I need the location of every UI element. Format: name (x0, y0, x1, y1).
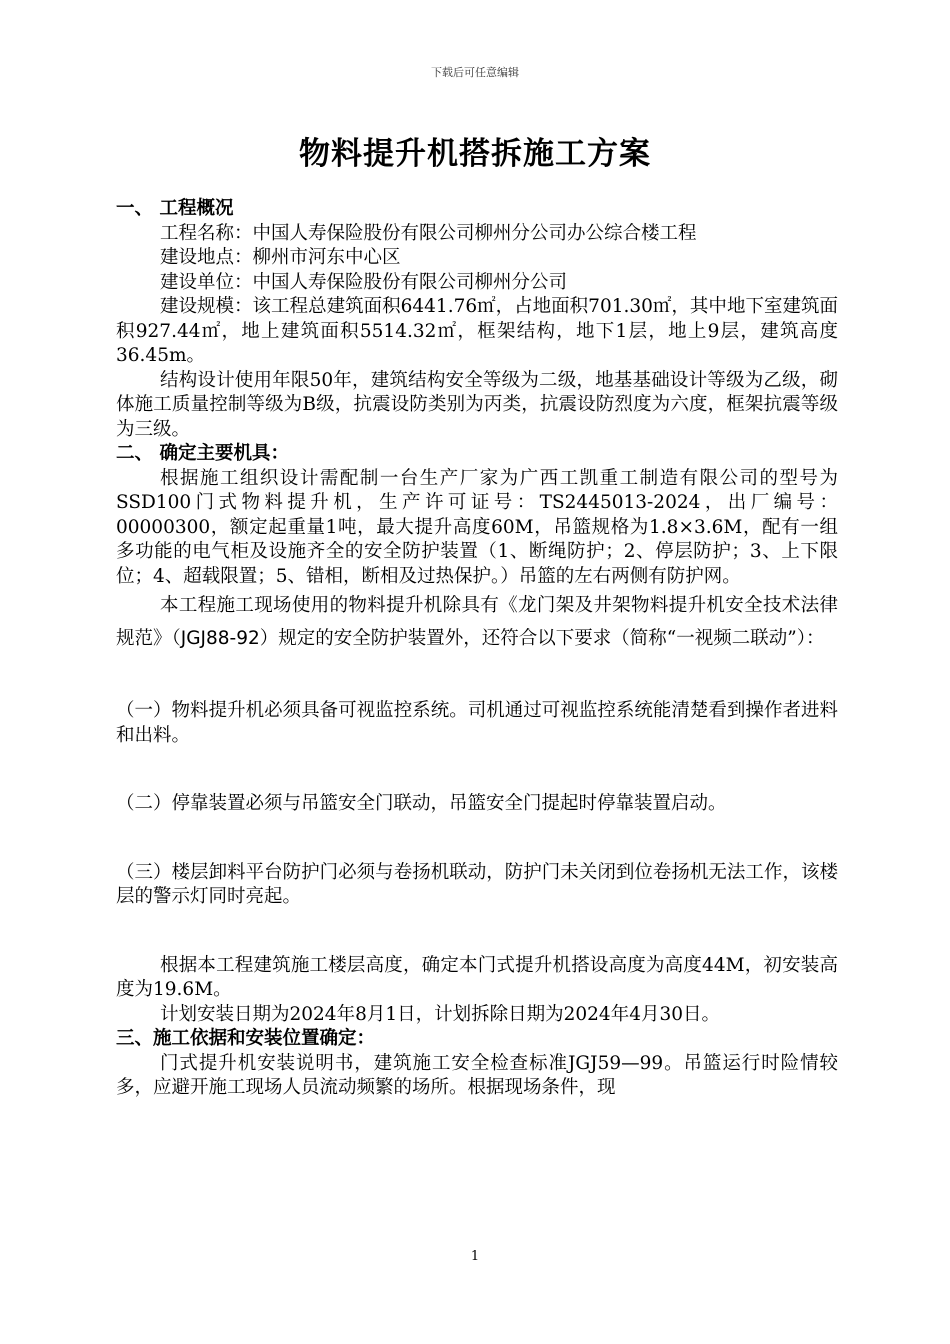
section2-heading: 二、 确定主要机具： (116, 443, 289, 464)
page-header: 下载后可任意编辑 (431, 66, 519, 79)
spacer (116, 817, 838, 861)
section1-heading: 一、 工程概况 (116, 198, 234, 219)
document-title: 物料提升机搭拆施工方案 (299, 136, 651, 172)
requirement-item-2: （二）停靠装置必须与吊篮安全门联动，吊篮安全门提起时停靠装置启动。 (116, 793, 727, 814)
section2-requirements (116, 589, 838, 655)
spacer (116, 910, 838, 954)
section1-owner: 建设单位：中国人寿保险股份有限公司柳州分公司 (160, 271, 568, 293)
section2-equipment: 根据施工组织设计需配制一台生产厂家为广西工凯重工制造有限公司的型号为SSD100门式物料提升机，生产许可证号：TS2445013-2024，出厂编号：00000300，额定起重量1吨，最大提升高度60M，吊篮规格为1.8×3.6M，配有一组多功能的电气柜及设施齐全的安全防护装置（1、断绳防护；2、停层防护；3、上下限位；4、超载限置；5、错相，断相及过热保护。）吊篮的左右两侧有防护网。 (116, 467, 838, 587)
requirement-item-1: （一）物料提升机必须具备可视监控系统。司机通过可视监控系统能清楚看到操作者进料和出料。 (116, 700, 838, 746)
standard-code: JGJ88-92 (180, 628, 260, 649)
document-body (116, 197, 838, 1101)
section2-schedule: 计划安装日期为2024年8月1日，计划拆除日期为2024年4月30日。 (160, 1003, 721, 1025)
section2-requirements-text-b: ）规定的安全防护装置外，还符合以下要求（简称“一视频二联动”）： (259, 628, 825, 649)
section3-basis: 门式提升机安装说明书，建筑施工安全检查标准JGJ59—99。吊篮运行时险情较多，应避开施工现场人员流动频繁的场所。根据现场条件，现 (116, 1052, 838, 1098)
spacer (116, 748, 838, 792)
requirement-item-3: （三）楼层卸料平台防护门必须与卷扬机联动，防护门未关闭到位卷扬机无法工作，该楼层的警示灯同时亮起。 (116, 861, 838, 907)
section1-scale: 建设规模：该工程总建筑面积6441.76㎡，占地面积701.30㎡，其中地下室建筑面积927.44㎡，地上建筑面积5514.32㎡，框架结构，地下1层，地上9层，建筑高度36.45m。 (116, 296, 838, 366)
section2-requirements-text-a: 本工程施工现场使用的物料提升机除具有《龙门架及井架物料提升机安全技术法律规范》（ (116, 595, 838, 649)
section2-height: 根据本工程建筑施工楼层高度，确定本门式提升机搭设高度为高度44M，初安装高度为19.6M。 (116, 954, 838, 1000)
page-number: 1 (470, 1249, 480, 1264)
spacer (116, 655, 838, 699)
section1-structure: 结构设计使用年限50年，建筑结构安全等级为二级，地基基础设计等级为乙级，砌体施工质量控制等级为B级，抗震设防类别为丙类，抗震设防烈度为六度，框架抗震等级为三级。 (116, 369, 838, 440)
section3-heading: 三、施工依据和安装位置确定： (116, 1028, 376, 1049)
section1-location: 建设地点：柳州市河东中心区 (160, 247, 401, 268)
section1-project-name: 工程名称：中国人寿保险股份有限公司柳州分公司办公综合楼工程 (160, 222, 697, 244)
